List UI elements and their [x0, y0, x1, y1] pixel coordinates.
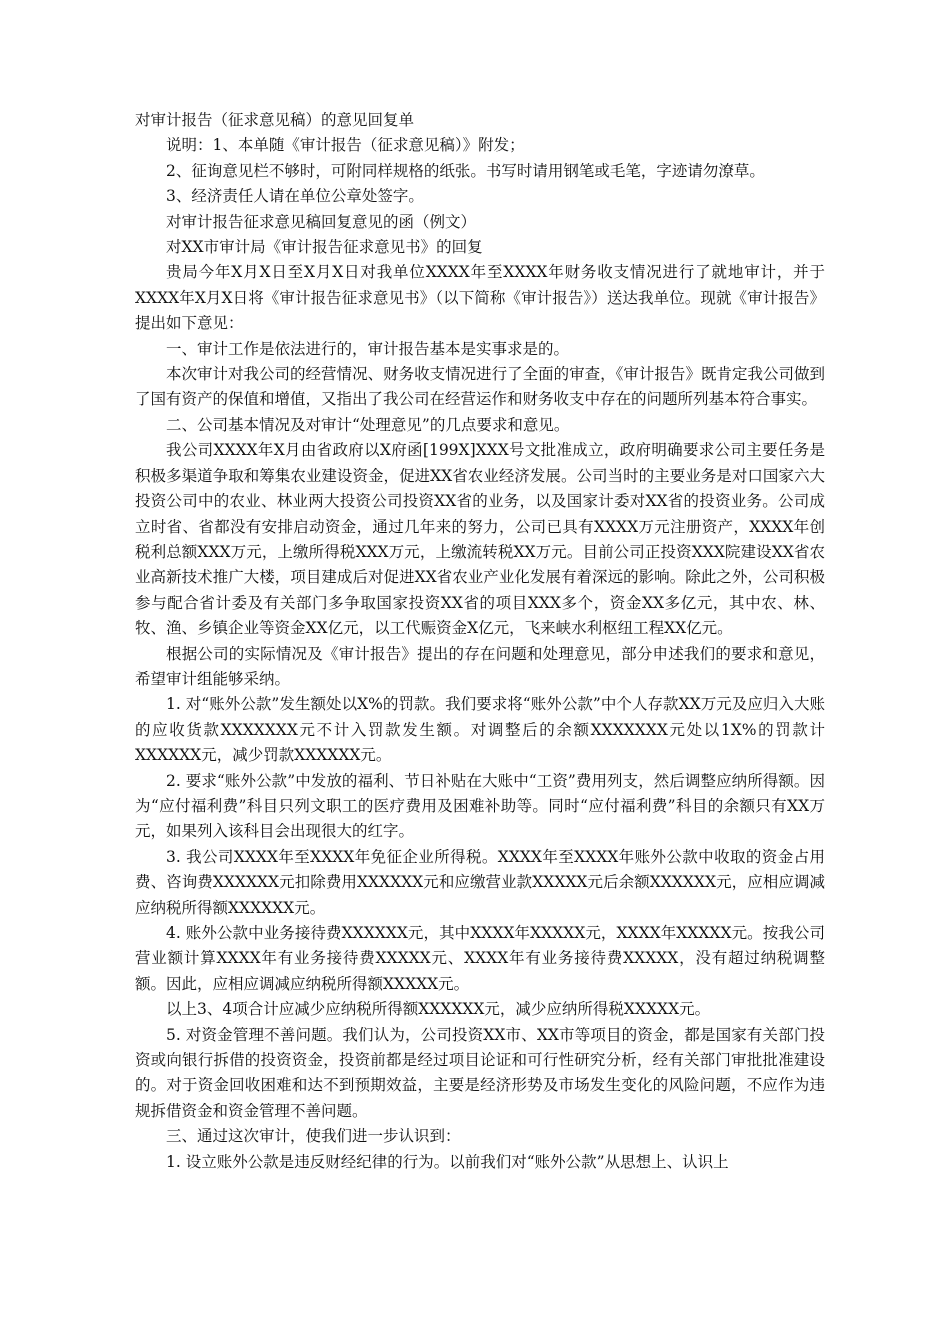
- section-3-heading: 三、通过这次审计，使我们进一步认识到：: [166, 1127, 461, 1146]
- request-item-5: 5. 对资金管理不善问题。我们认为，公司投资XX市、XX市等项目的资金，都是国家有关部门投资或向银行拆借的投资资金，投资前都是经过项目论证和可行性研究分析，经有关部门审批批准建设的。对于资金回收困难和达不到预期效益，主要是经济形势及市场发生变化的风险问题，不应作为违规拆借资金和资金管理不善问题。: [135, 1025, 825, 1120]
- request-intro-paragraph: 根据公司的实际情况及《审计报告》提出的存在问题和处理意见，部分申述我们的要求和意见，希望审计组能够采纳。: [135, 644, 825, 688]
- request-summary: 以上3、4项合计应减少应纳税所得额XXXXXX元，减少应纳所得税XXXXX元。: [166, 1000, 711, 1019]
- document-title: 对审计报告（征求意见稿）的意见回复单: [135, 111, 415, 129]
- section-2-heading: 二、公司基本情况及对审计“处理意见”的几点要求和意见。: [166, 415, 570, 434]
- request-item-3: 3. 我公司XXXX年至XXXX年免征企业所得税。XXXX年至XXXX年账外公款中收取的资金占用费、咨询费XXXXXX元扣除费用XXXXXX元和应缴营业款XXXXX元后余额XXXXXX元，应相应调减应纳税所得额XXXXXX元。: [135, 847, 825, 917]
- letter-subject: 对XX市审计局《审计报告征求意见书》的回复: [166, 238, 483, 257]
- company-overview-paragraph: 我公司XXXX年X月由省政府以X府函[199X]XXX号文批准成立，政府明确要求公司主要任务是积极多渠道争取和筹集农业建设资金，促进XX省农业经济发展。公司当时的主要业务是对口国家六大投资公司中的农业、林业两大投资公司投资XX省的业务，以及国家计委对XX省的投资业务。公司成立时省、省都没有安排启动资金，通过几年来的努力，公司已具有XXXX万元注册资产，XXXX年创税利总额XXX万元，上缴所得税XXX万元，上缴流转税XX万元。目前公司正投资XXX院建设XX省农业高新技术推广大楼，项目建成后对促进XX省农业产业化发展有着深远的影响。除此之外，公司积极参与配合省计委及有关部门多争取国家投资XX省的项目XXX多个，资金XX多亿元，其中农、林、牧、渔、乡镇企业等资金XX亿元，以工代赈资金X亿元，飞来峡水利枢纽工程XX亿元。: [135, 441, 825, 638]
- section-1-body: 本次审计对我公司的经营情况、财务收支情况进行了全面的审查，《审计报告》既肯定我公司做到了国有资产的保值和增值，又指出了我公司在经营运作和财务收支中存在的问题所列基本符合事实。: [135, 365, 825, 409]
- note-3: 3、经济责任人请在单位公章处签字。: [166, 187, 424, 206]
- note-1: 说明：1、本单随《审计报告（征求意见稿）》附发；: [166, 136, 525, 155]
- section-1-heading: 一、审计工作是依法进行的，审计报告基本是实事求是的。: [166, 339, 570, 358]
- request-item-4: 4. 账外公款中业务接待费XXXXXX元，其中XXXX年XXXXX元，XXXX年XXXXX元。按我公司营业额计算XXXX年有业务接待费XXXXX元、XXXX年有业务接待费XXXXX，没有超过纳税调整额。因此，应相应调减应纳税所得额XXXXX元。: [135, 924, 825, 993]
- document-page: [135, 108, 825, 1175]
- intro-paragraph: 贵局今年X月X日至X月X日对我单位XXXX年至XXXX年财务收支情况进行了就地审计，并于XXXX年X月X日将《审计报告征求意见书》（以下简称《审计报告》）送达我单位。现就《审计报告》提出如下意见：: [135, 263, 825, 333]
- section-3-item-1: 1. 设立账外公款是违反财经纪律的行为。以前我们对“账外公款”从思想上、认识上: [166, 1152, 729, 1171]
- request-item-1: 1. 对“账外公款”发生额处以X%的罚款。我们要求将“账外公款”中个人存款XX万元及应归入大账的应收货款XXXXXXX元不计入罚款发生额。对调整后的余额XXXXXXX元处以1X%的罚款计XXXXXX元，减少罚款XXXXXX元。: [135, 695, 825, 765]
- letter-heading: 对审计报告征求意见稿回复意见的函（例文）: [166, 212, 477, 231]
- request-item-2: 2. 要求“账外公款”中发放的福利、节日补贴在大账中“工资”费用列支，然后调整应纳所得额。因为“应付福利费”科目只列文职工的医疗费用及困难补助等。同时“应付福利费”科目的余额只有XX万元，如果列入该科目会出现很大的红字。: [135, 771, 825, 841]
- note-2: 2、征询意见栏不够时，可附同样规格的纸张。书写时请用钢笔或毛笔，字迹请勿潦草。: [166, 161, 765, 180]
